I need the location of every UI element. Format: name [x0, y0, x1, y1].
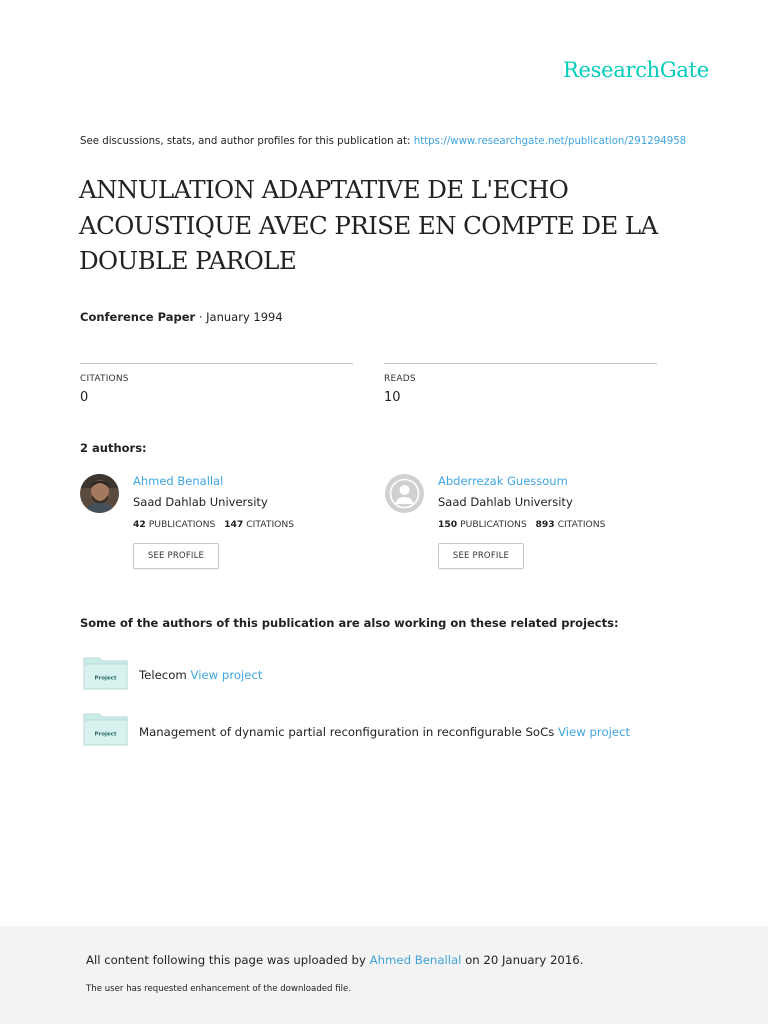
author-citations-count: 893: [535, 519, 555, 530]
author-stats: [438, 519, 605, 530]
upload-notice: [86, 953, 583, 967]
author-photo-icon: [80, 474, 119, 513]
default-avatar-icon: [385, 474, 424, 513]
view-project-link[interactable]: View project: [190, 668, 263, 682]
project-folder-icon[interactable]: [83, 711, 129, 747]
citations-divider: [80, 363, 353, 364]
researchgate-logo[interactable]: ResearchGate: [563, 58, 709, 82]
project-name: Management of dynamic partial reconfiguration in reconfigurable SoCs: [139, 725, 555, 739]
author-institution: Saad Dahlab University: [438, 495, 573, 509]
author-name-link[interactable]: Ahmed Benallal: [133, 474, 224, 488]
reads-divider: [384, 363, 657, 364]
profile-notice: [80, 136, 686, 147]
project-icon-label: Project: [94, 731, 117, 738]
author-citations-label: CITATIONS: [246, 519, 295, 530]
enhancement-notice: The user has requested enhancement of the downloaded file.: [86, 984, 352, 994]
project-name: Telecom: [139, 668, 187, 682]
publications-count: 42: [133, 519, 146, 530]
related-projects-heading: Some of the authors of this publication are also working on these related projects:: [80, 616, 619, 630]
publications-label: PUBLICATIONS: [460, 519, 527, 530]
author-citations-count: 147: [224, 519, 244, 530]
author-name-link[interactable]: Abderrezak Guessoum: [438, 474, 568, 488]
authors-heading: 2 authors:: [80, 441, 147, 455]
avatar[interactable]: [80, 474, 119, 513]
project-title: [139, 725, 630, 739]
publication-date: · January 1994: [195, 310, 283, 324]
author-stats: [133, 519, 294, 530]
author-institution: Saad Dahlab University: [133, 495, 268, 509]
project-icon-label: Project: [94, 675, 117, 682]
see-profile-button[interactable]: SEE PROFILE: [133, 543, 219, 569]
notice-text: See discussions, stats, and author profiles for this publication at:: [80, 136, 411, 147]
view-project-link[interactable]: View project: [558, 725, 631, 739]
reads-count: 10: [384, 390, 401, 405]
publication-type: Conference Paper: [80, 310, 196, 324]
uploader-link[interactable]: Ahmed Benallal: [369, 953, 462, 967]
publication-meta: [80, 310, 283, 324]
citations-label: CITATIONS: [80, 374, 129, 384]
publications-count: 150: [438, 519, 458, 530]
avatar[interactable]: [385, 474, 424, 513]
upload-notice-pre: All content following this page was uploaded by: [86, 953, 366, 967]
publications-label: PUBLICATIONS: [148, 519, 216, 530]
see-profile-button[interactable]: SEE PROFILE: [438, 543, 524, 569]
publication-title: ANNULATION ADAPTATIVE DE L'ECHO ACOUSTIQUE AVEC PRISE EN COMPTE DE LA DOUBLE PAROLE: [79, 175, 658, 275]
project-title: [139, 668, 262, 682]
project-folder-icon[interactable]: [83, 655, 129, 691]
upload-notice-post: on 20 January 2016.: [465, 953, 584, 967]
reads-label: READS: [384, 374, 416, 384]
footer-panel: [0, 926, 768, 1024]
citations-count: 0: [80, 390, 89, 405]
author-citations-label: CITATIONS: [557, 519, 606, 530]
publication-url-link[interactable]: https://www.researchgate.net/publication/291294958: [413, 136, 687, 147]
